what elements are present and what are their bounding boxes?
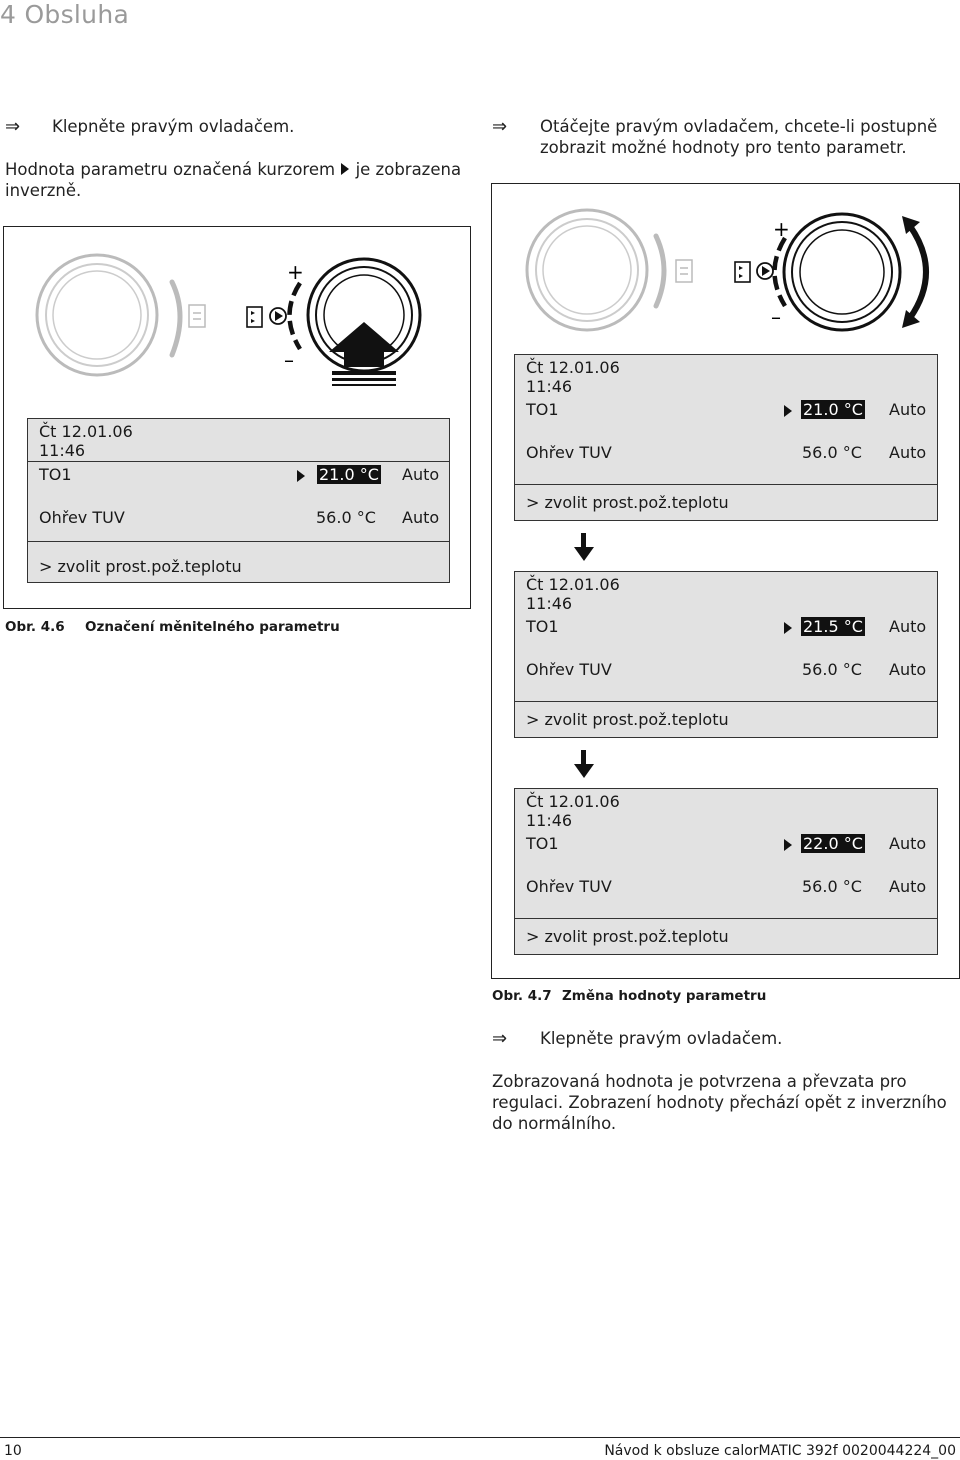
- lcd-row2-label: Ohřev TUV: [526, 660, 612, 679]
- press-arrow-icon: [329, 322, 399, 386]
- left-step-text: Klepněte pravým ovladačem.: [52, 117, 295, 136]
- lcd-row1-value-inverted[interactable]: 21.0 °C: [803, 400, 863, 419]
- lcd-separator: [28, 541, 449, 542]
- lcd-row2-value: 56.0 °C: [316, 508, 376, 527]
- lcd-separator: [515, 701, 937, 702]
- menu-icon: [676, 260, 692, 282]
- left-knob-arc: [656, 236, 664, 306]
- lcd-row2-value: 56.0 °C: [802, 443, 862, 462]
- cursor-triangle-icon: [340, 162, 350, 176]
- figure-4-6-caption-number: Obr. 4.6: [5, 619, 65, 635]
- lcd-row2-value: 56.0 °C: [802, 877, 862, 896]
- lcd-time: 11:46: [526, 594, 573, 613]
- lcd-row2-mode: Auto: [402, 508, 440, 527]
- cursor-triangle-icon: [783, 621, 793, 635]
- rotary-scale-arc: [290, 283, 301, 349]
- implies-arrow-icon: ⇒: [492, 116, 508, 137]
- left-note-part2: je zobrazena: [355, 160, 462, 179]
- figure-4-7-frame: [491, 183, 960, 979]
- page-header-title: 4 Obsluha: [0, 0, 130, 29]
- lcd-row2-label: Ohřev TUV: [526, 877, 612, 896]
- right-step-line1: Otáčejte pravým ovladačem, chcete-li postupně: [540, 117, 938, 136]
- right-step-line2: zobrazit možné hodnoty pro tento parametr.: [540, 138, 907, 157]
- lcd-separator: [515, 918, 937, 919]
- lcd-footer-action[interactable]: > zvolit prost.pož.teplotu: [526, 710, 729, 729]
- controller-illustration-rotate: [492, 184, 960, 354]
- left-knob-arc: [172, 282, 180, 355]
- lcd-footer-action[interactable]: > zvolit prost.pož.teplotu: [526, 493, 729, 512]
- left-note-part3: inverzně.: [5, 181, 82, 200]
- figure-4-6-caption-text: Označení měnitelného parametru: [85, 619, 340, 635]
- lcd-display: [514, 788, 938, 955]
- lcd-date: Čt 12.01.06: [39, 422, 133, 441]
- lcd-row1-value-inverted[interactable]: 21.0 °C: [319, 465, 379, 484]
- play-icon: [757, 263, 773, 279]
- lcd-time: 11:46: [526, 811, 573, 830]
- rotate-arrow-icon: [902, 216, 926, 328]
- lcd-row1-label: TO1: [526, 617, 559, 636]
- footer-divider: [0, 1437, 960, 1438]
- lcd-row2-value: 56.0 °C: [802, 660, 862, 679]
- page-number: 10: [4, 1443, 22, 1459]
- lcd-separator: [515, 484, 937, 485]
- lcd-footer-action[interactable]: > zvolit prost.pož.teplotu: [39, 557, 242, 576]
- lcd-row1-mode: Auto: [889, 617, 927, 636]
- lcd-row1-label: TO1: [526, 400, 559, 419]
- lcd-row2-mode: Auto: [889, 443, 927, 462]
- left-knob: [37, 255, 157, 375]
- play-icon: [270, 308, 286, 324]
- left-note: [5, 159, 465, 201]
- right-step: [492, 116, 938, 157]
- lcd-row2-mode: Auto: [889, 660, 927, 679]
- left-knob: [527, 210, 647, 330]
- lcd-date: Čt 12.01.06: [526, 358, 620, 377]
- right-knob: [784, 214, 900, 330]
- implies-arrow-icon: ⇒: [5, 116, 21, 137]
- figure-4-7-caption-text: Změna hodnoty parametru: [562, 988, 767, 1004]
- cursor-triangle-icon: [296, 469, 306, 483]
- menu-icon: [189, 305, 205, 327]
- lcd-separator: [28, 461, 449, 462]
- after-paragraph: [492, 1071, 957, 1134]
- minus-label: –: [771, 305, 781, 329]
- down-arrow-icon: [572, 533, 596, 563]
- program-select-icon: [247, 307, 262, 327]
- figure-4-6-frame: [3, 226, 471, 609]
- document-title: Návod k obsluze calorMATIC 392f 0020044224_00: [604, 1443, 956, 1459]
- lcd-row1-value-inverted[interactable]: 22.0 °C: [803, 834, 863, 853]
- controller-illustration-press: [4, 227, 472, 427]
- lcd-row1-label: TO1: [526, 834, 559, 853]
- lcd-row1-value-inverted[interactable]: 21.5 °C: [803, 617, 863, 636]
- cursor-triangle-icon: [783, 404, 793, 418]
- after-line3: do normálního.: [492, 1114, 617, 1133]
- after-step: [492, 1028, 783, 1049]
- minus-label: –: [284, 348, 294, 372]
- left-step: [5, 116, 295, 137]
- plus-label: +: [287, 260, 304, 284]
- lcd-display: [27, 418, 450, 583]
- plus-label: +: [773, 217, 790, 241]
- lcd-row2-label: Ohřev TUV: [39, 508, 125, 527]
- implies-arrow-icon: ⇒: [492, 1028, 508, 1049]
- lcd-time: 11:46: [39, 441, 86, 460]
- lcd-display: [514, 354, 938, 521]
- lcd-time: 11:46: [526, 377, 573, 396]
- down-arrow-icon: [572, 750, 596, 780]
- lcd-date: Čt 12.01.06: [526, 575, 620, 594]
- cursor-triangle-icon: [783, 838, 793, 852]
- lcd-row2-mode: Auto: [889, 877, 927, 896]
- lcd-date: Čt 12.01.06: [526, 792, 620, 811]
- left-note-part1: Hodnota parametru označená kurzorem: [5, 160, 336, 179]
- lcd-row1-label: TO1: [39, 465, 72, 484]
- figure-4-7-caption-number: Obr. 4.7: [492, 988, 552, 1004]
- program-select-icon: [735, 262, 750, 282]
- after-line2: regulaci. Zobrazení hodnoty přechází opět z inverzního: [492, 1093, 947, 1112]
- lcd-row1-mode: Auto: [889, 400, 927, 419]
- lcd-display: [514, 571, 938, 738]
- lcd-footer-action[interactable]: > zvolit prost.pož.teplotu: [526, 927, 729, 946]
- lcd-row1-mode: Auto: [402, 465, 440, 484]
- lcd-row1-mode: Auto: [889, 834, 927, 853]
- lcd-row2-label: Ohřev TUV: [526, 443, 612, 462]
- after-step-text: Klepněte pravým ovladačem.: [540, 1029, 783, 1048]
- after-line1: Zobrazovaná hodnota je potvrzena a převzata pro: [492, 1072, 907, 1091]
